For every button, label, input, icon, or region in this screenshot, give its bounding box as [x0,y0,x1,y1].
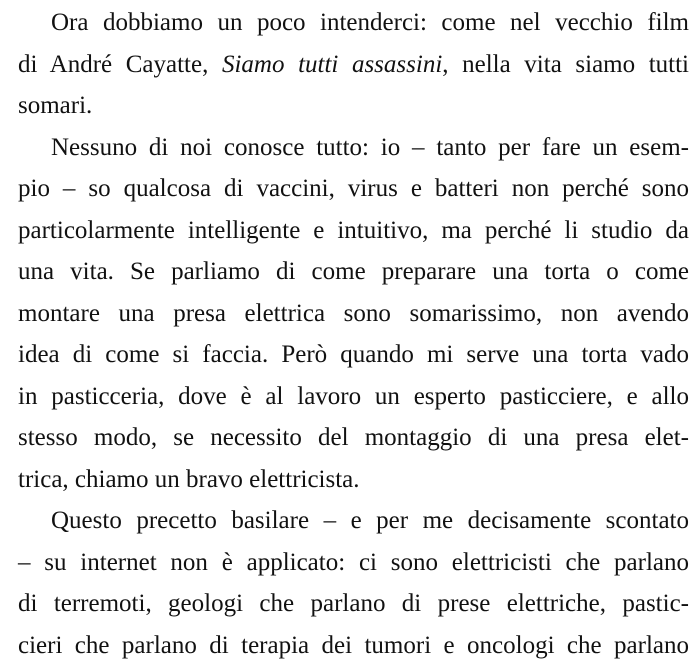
paragraph-1 [18,2,689,127]
film-title: Siamo tutti assassini [222,51,442,78]
text-line: pio – so qualcosa di vaccini, virus e batteri non perché sono [18,168,689,210]
text-line: in pasticceria, dove è al lavoro un esperto pasticciere, e allo [18,376,689,418]
text-line: una vita. Se parliamo di come preparare una torta o come [18,251,689,293]
text-line: Questo precetto basilare – e per me decisamente scontato [18,500,689,542]
paragraph-2 [18,127,689,501]
text-line: Ora dobbiamo un poco intenderci: come nel vecchio film [18,2,689,44]
text-line: di André Cayatte, Siamo tutti assassini, nella vita siamo tutti [18,44,689,86]
text-line: somari. [18,85,689,127]
paragraph-3 [18,500,689,666]
text-line: Nessuno di noi conosce tutto: io – tanto per fare un esem- [18,127,689,169]
text-line: cieri che parlano di terapia dei tumori e oncologi che parlano [18,625,689,666]
text-line: trica, chiamo un bravo elettricista. [18,459,689,501]
text-line: – su internet non è applicato: ci sono elettricisti che parlano [18,542,689,584]
text-line: idea di come si faccia. Però quando mi serve una torta vado [18,334,689,376]
text-line: montare una presa elettrica sono somarissimo, non avendo [18,293,689,335]
text-line: particolarmente intelligente e intuitivo, ma perché li studio da [18,210,689,252]
text-line: di terremoti, geologi che parlano di prese elettriche, pastic- [18,583,689,625]
text-line: stesso modo, se necessito del montaggio di una presa elet- [18,417,689,459]
